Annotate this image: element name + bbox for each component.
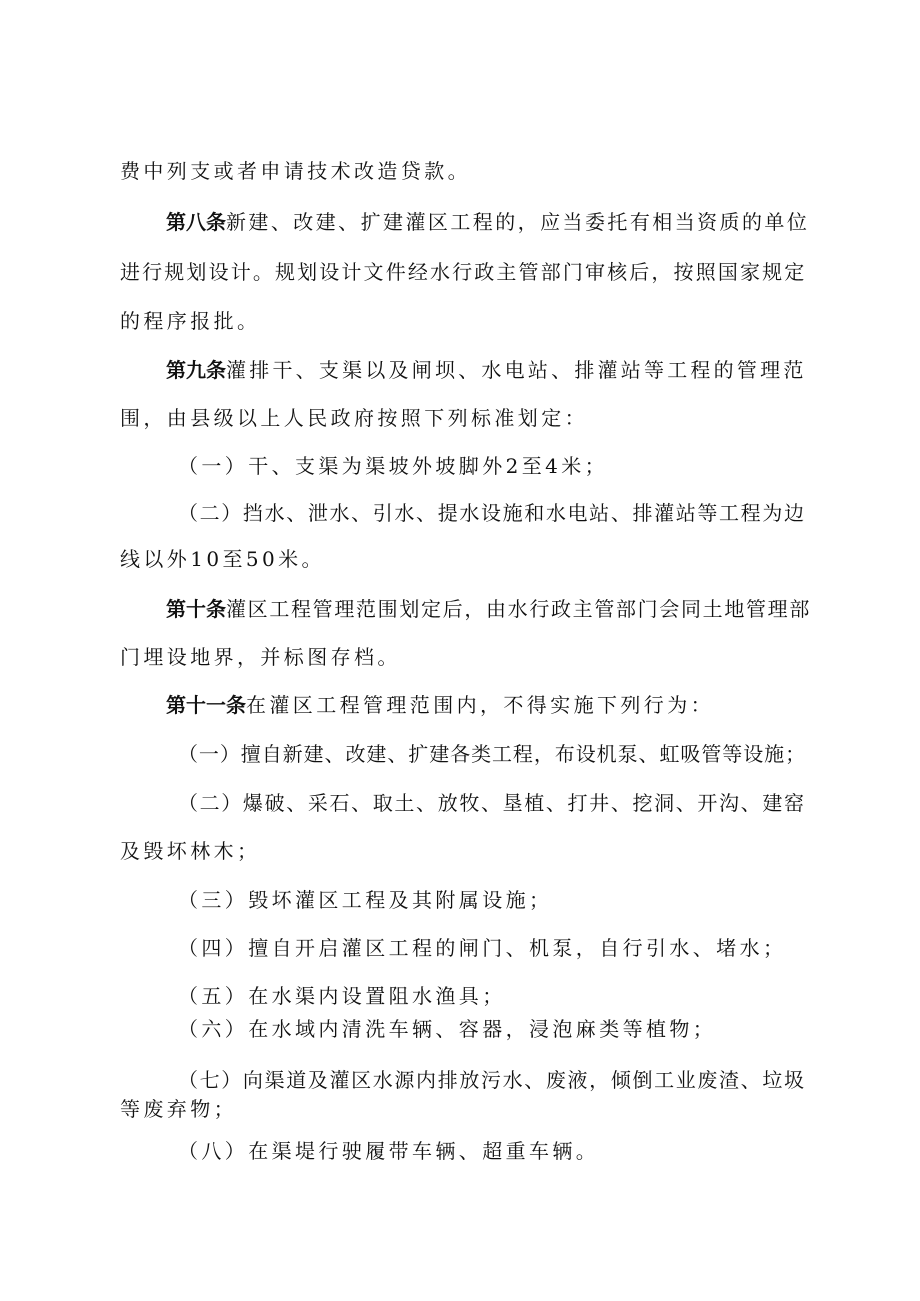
list-item: （二）爆破、采石、取土、放牧、垦植、打井、挖洞、开沟、建窑 [178,791,806,815]
paragraph-line: 费中列支或者申请技术改造贷款。 [120,159,471,183]
list-item: （六）在水域内清洗车辆、容器，浸泡麻类等植物； [178,1017,717,1041]
article-text: 灌区工程管理范围划定后，由水行政主管部门会同土地管理部 [226,597,811,621]
list-item: （一）干、支渠为渠坡外坡脚外2至4米； [178,454,609,478]
paragraph-line: 线以外10至50米。 [120,547,325,571]
list-item: （一）擅自新建、改建、扩建各类工程，布设机泵、虹吸管等设施； [178,742,806,766]
article-first-line [166,692,714,718]
paragraph-line: 等废弃物； [120,1097,237,1121]
article-heading: 第九条 [166,358,226,382]
list-item: （五）在水渠内设置阻水渔具； [178,984,506,1008]
article-first-line [166,209,809,235]
article-first-line [166,596,811,622]
article-heading: 第八条 [166,210,226,234]
article-heading: 第十条 [166,597,226,621]
article-first-line [166,357,807,383]
list-item: （四）擅自开启灌区工程的闸门、机泵，自行引水、堵水； [178,936,787,960]
paragraph-line: 围，由县级以上人民政府按照下列标准划定： [120,406,588,430]
list-item: （三）毁坏灌区工程及其附属设施； [178,888,553,912]
list-item: （二）挡水、泄水、引水、提水设施和水电站、排灌站等工程为边 [178,501,806,525]
article-text: 新建、改建、扩建灌区工程的，应当委托有相当资质的单位 [226,210,810,234]
list-item: （七）向渠道及灌区水源内排放污水、废液，倾倒工业废渣、垃圾 [178,1068,806,1092]
paragraph-line: 进行规划设计。规划设计文件经水行政主管部门审核后，按照国家规定 [120,260,807,284]
article-heading: 第十一条 [166,693,246,717]
paragraph-line: 及毁坏林木； [120,839,261,863]
paragraph-line: 的程序报批。 [120,309,261,333]
article-text: 在灌区工程管理范围内，不得实施下列行为： [246,693,714,717]
list-item: （八）在渠堤行驶履带车辆、超重车辆。 [178,1139,600,1163]
article-text: 灌排干、支渠以及闸坝、水电站、排灌站等工程的管理范 [226,358,807,382]
paragraph-line: 门埋设地界，并标图存档。 [120,645,401,669]
